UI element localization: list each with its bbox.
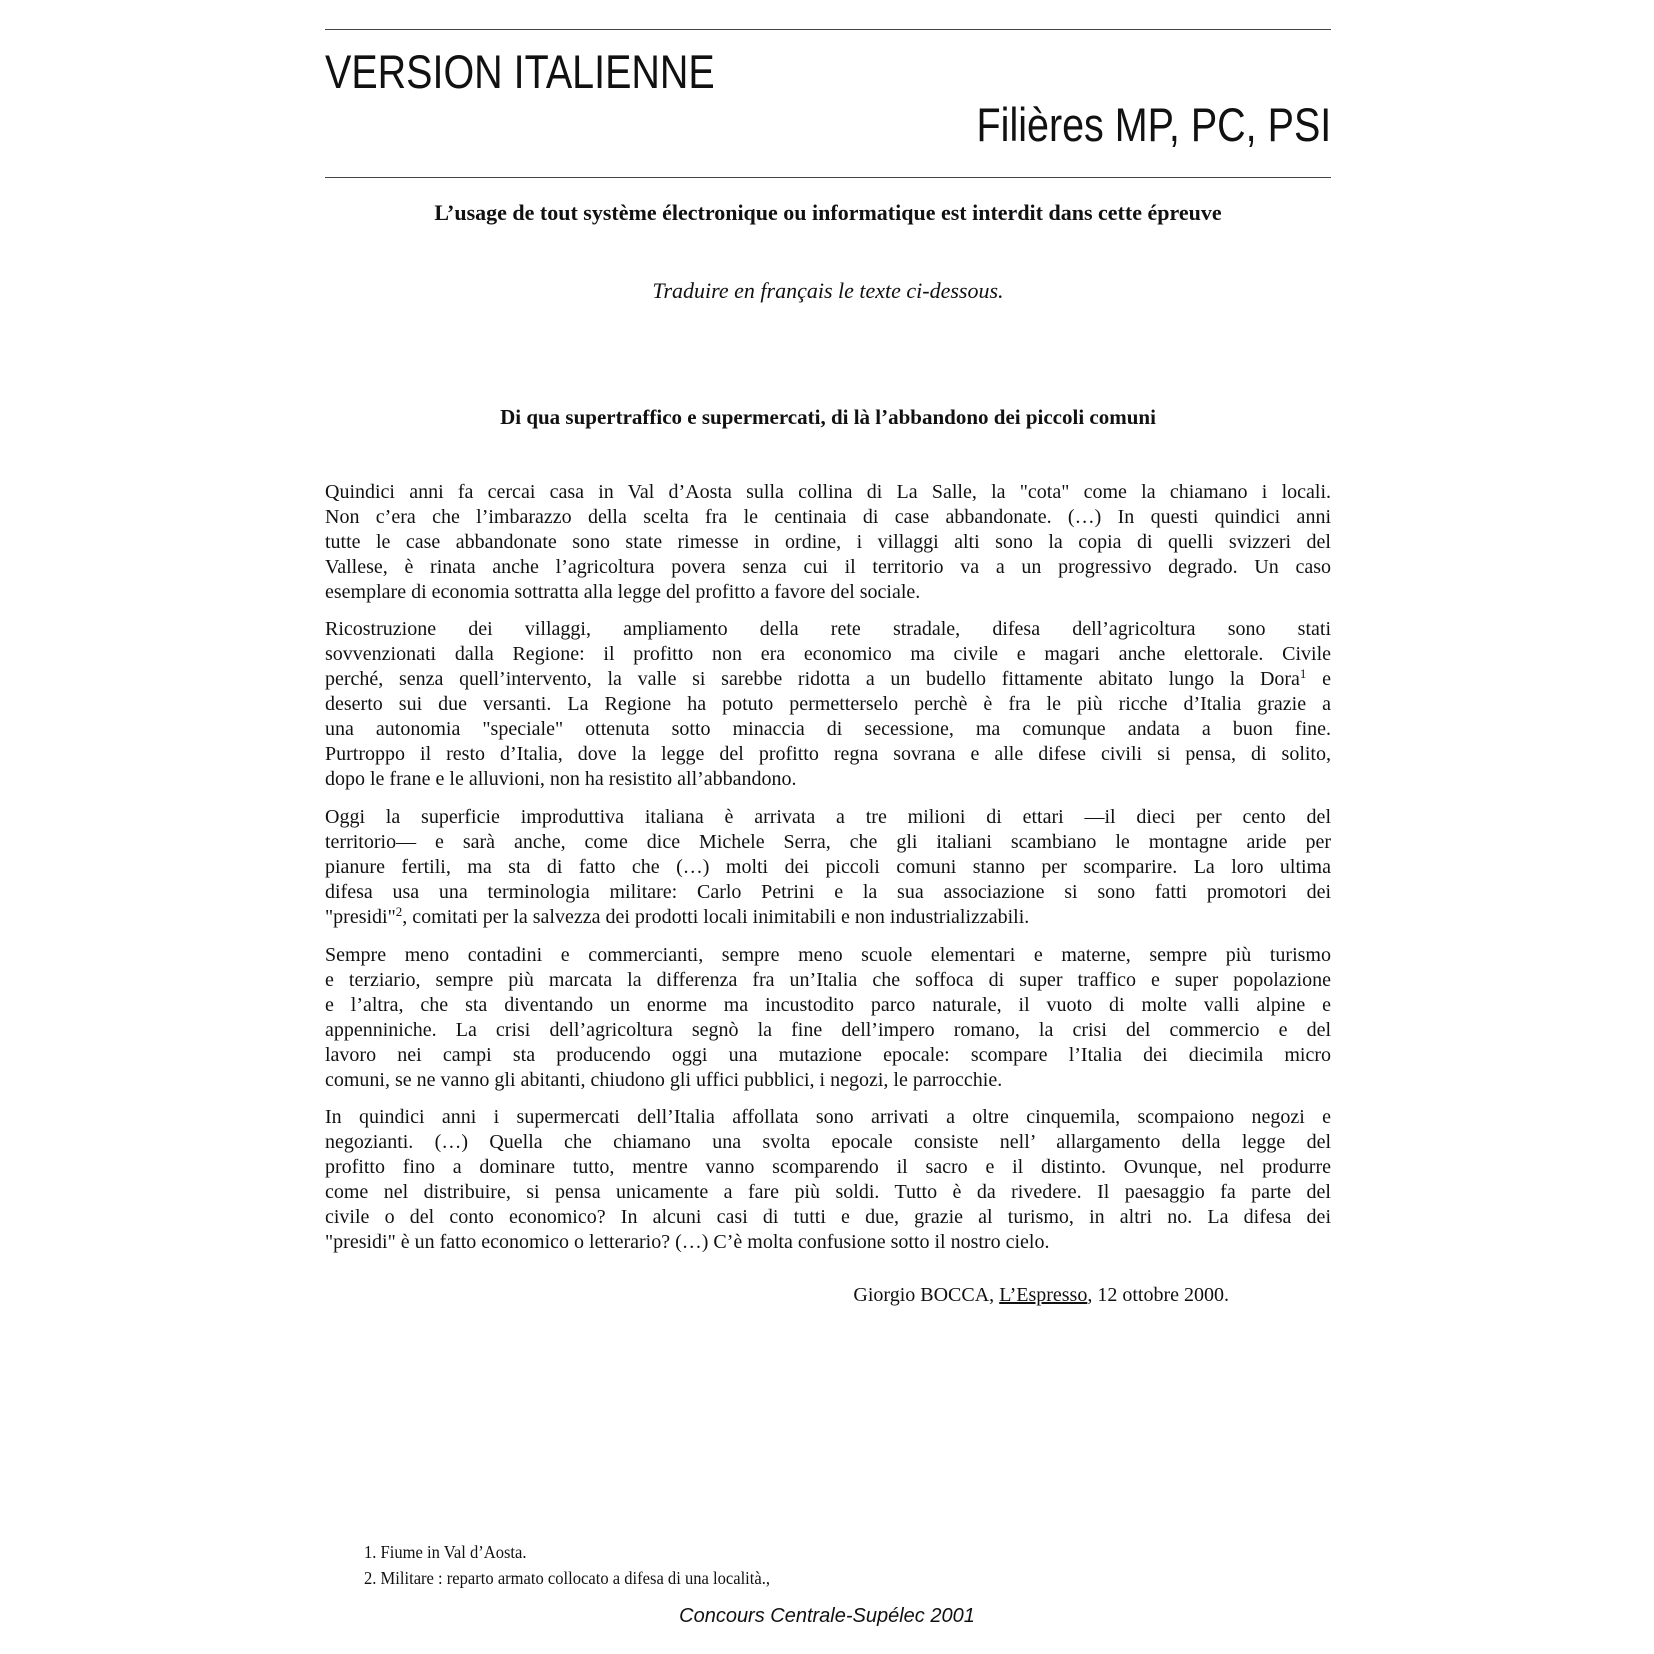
paragraph (325, 1105, 1331, 1255)
text-line: comuni, se ne vanno gli abitanti, chiudono gli uffici pubblici, i negozi, le parrocchie. (325, 1069, 1003, 1091)
instruction: Traduire en français le texte ci-dessous. (652, 278, 1004, 303)
text-line: In quindici anni i supermercati dell’Italia affollata sono arrivati a oltre cinquemila, scompaiono negozi e (325, 1106, 1331, 1128)
text-line: e l’altra, che sta diventando un enorme ma incustodito parco naturale, il vuoto di molte valli alpine e (325, 994, 1331, 1016)
text-line: profitto fino a dominare tutto, mentre vanno scomparendo il sacro e il distinto. Ovunque, nel produrre (325, 1156, 1331, 1178)
paragraph (325, 617, 1331, 792)
text-line: pianure fertili, ma sta di fatto che (…) molti dei piccoli comuni stanno per scomparire. La loro ultima (325, 856, 1331, 878)
text-line: lavoro nei campi sta producendo oggi una mutazione epocale: scompare l’Italia dei diecimila micro (325, 1044, 1331, 1066)
text-line: difesa usa una terminologia militare: Carlo Petrini e la sua associazione si sono fatti promotori dei (325, 881, 1331, 903)
paragraph (325, 805, 1331, 930)
text-line: territorio— e sarà anche, come dice Michele Serra, che gli italiani scambiano le montagne aride per (325, 831, 1331, 853)
electronics-warning: L’usage de tout système électronique ou informatique est interdit dans cette épreuve (434, 200, 1222, 225)
paragraph (325, 480, 1331, 605)
footnote-ref: 2 (395, 904, 403, 919)
streams-heading: Filières MP, PC, PSI (976, 98, 1331, 151)
signature (853, 1284, 1229, 1307)
text-line: Sempre meno contadini e commercianti, sempre meno scuole elementari e materne, sempre più turismo (325, 944, 1331, 966)
text-line: una autonomia "speciale" ottenuta sotto minaccia di secessione, ma comunque andata a buon fine. (325, 718, 1331, 740)
text-line: Vallese, è rinata anche l’agricoltura povera senza cui il territorio va a un progressivo degrado. Un caso (325, 556, 1331, 578)
footnote-1: 1. Fiume in Val d’Aosta. (364, 1542, 527, 1562)
footnote-ref: 1 (1299, 666, 1307, 681)
subject-heading: VERSION ITALIENNE (325, 45, 715, 98)
text-line: appenniniche. La crisi dell’agricoltura segnò la fine dell’impero romano, la crisi del commercio e del (325, 1019, 1331, 1041)
text-line: Ricostruzione dei villaggi, ampliamento della rete stradale, difesa dell’agricoltura sono stati (325, 618, 1331, 640)
text-segment: e (1306, 668, 1331, 690)
text-segment: "presidi" (325, 906, 396, 928)
text-line: come nel distribuire, si pensa unicamente a fare più soldi. Tutto è da rivedere. Il paesaggio fa parte del (325, 1181, 1331, 1203)
text-line (325, 667, 1331, 692)
text-line: tutte le case abbandonate sono state rimesse in ordine, i villaggi alti sono la copia di quelli svizzeri del (325, 531, 1331, 553)
text-line: Non c’era che l’imbarazzo della scelta fra le centinaia di case abbandonate. (…) In questi quindici anni (325, 506, 1331, 528)
text-line: e terziario, sempre più marcata la differenza fra un’Italia che soffoca di super traffico e super popolazione (325, 969, 1331, 991)
article-title: Di qua supertraffico e supermercati, di là l’abbandono dei piccoli comuni (500, 405, 1156, 429)
text-line: dopo le frane e le alluvioni, non ha resistito all’abbandono. (325, 768, 797, 790)
text-line: deserto sui due versanti. La Regione ha potuto permetterselo perchè è fra le più ricche d’Italia grazie a (325, 693, 1331, 715)
text-line (325, 905, 1331, 930)
text-line: Quindici anni fa cercai casa in Val d’Aosta sulla collina di La Salle, la "cota" come la chiamano i locali. (325, 481, 1331, 503)
text-line: negozianti. (…) Quella che chiamano una svolta epocale consiste nell’ allargamento della legge del (325, 1131, 1331, 1153)
text-line: "presidi" è un fatto economico o letterario? (…) C’è molta confusione sotto il nostro cielo. (325, 1231, 1050, 1253)
paragraph (325, 943, 1331, 1093)
page-footer: Concours Centrale-Supélec 2001 (679, 1605, 975, 1627)
text-line: esemplare di economia sottratta alla legge del profitto a favore del sociale. (325, 581, 921, 603)
text-line: sovvenzionati dalla Regione: il profitto non era economico ma civile e magari anche elettorale. Civile (325, 643, 1331, 665)
text-line: Purtroppo il resto d’Italia, dove la legge del profitto regna sovrana e alle difese civili si pensa, di solito, (325, 743, 1331, 765)
top-rule (325, 29, 1331, 30)
text-line: civile o del conto economico? In alcuni casi di tutti e due, grazie al turismo, in altri no. La difesa dei (325, 1206, 1331, 1228)
header-bottom-rule (325, 177, 1331, 178)
publication: L’Espresso (999, 1284, 1088, 1306)
text-segment: , comitati per la salvezza dei prodotti locali inimitabili e non industrializzabili. (402, 906, 1030, 928)
text-line: Oggi la superficie improduttiva italiana è arrivata a tre milioni di ettari —il dieci per cento del (325, 806, 1331, 828)
text-segment: perché, senza quell’intervento, la valle si sarebbe ridotta a un budello fittamente abitato lungo la Dora (325, 668, 1300, 690)
footnote-2: 2. Militare : reparto armato collocato a difesa di una località., (364, 1568, 771, 1588)
publication-date: , 12 ottobre 2000. (1087, 1284, 1229, 1306)
author: Giorgio BOCCA, (853, 1284, 1000, 1306)
